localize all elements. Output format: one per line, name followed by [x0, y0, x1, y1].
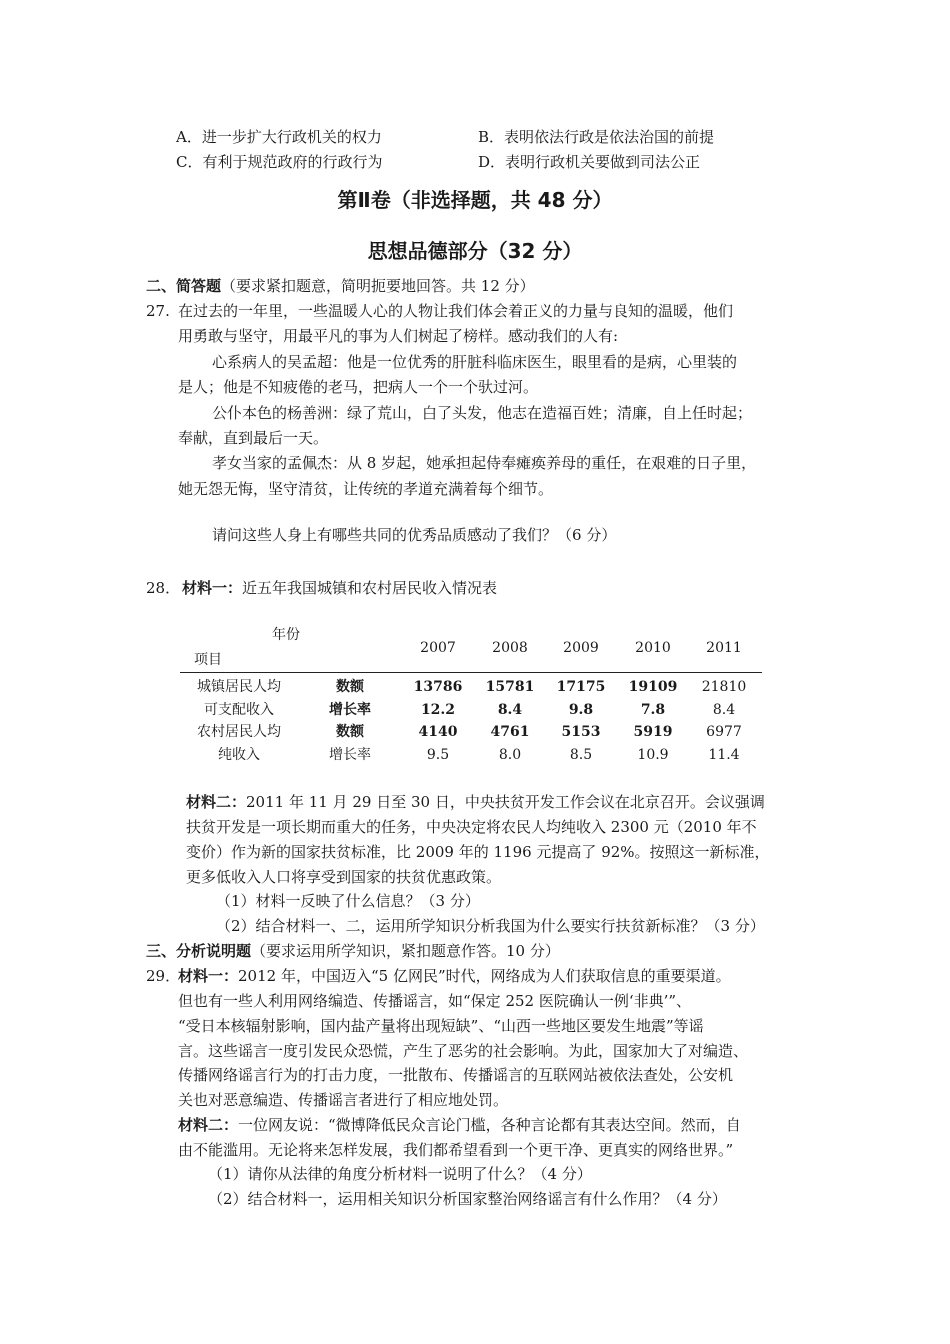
- section-heading: 思想品德部分（32 分）: [367, 239, 583, 263]
- section-2-note: （要求紧扣题意，简明扼要地回答。共 12 分）: [221, 277, 535, 295]
- table-cell: 8.4: [712, 702, 736, 718]
- q29-material-2-line-1: [178, 1115, 741, 1135]
- table-cell: 12.2: [420, 702, 456, 718]
- q27-line-8: 她无怨无悔，坚守清贫，让传统的孝道充满着每个细节。: [178, 480, 554, 498]
- q28-sub-question-1: （1）材料一反映了什么信息？（3 分）: [216, 892, 480, 910]
- q28-material-2-line-1: [186, 792, 765, 812]
- q28-material-2-label: 材料二：: [186, 793, 247, 811]
- q29-material-1-text-1: 2012 年，中国迈入“5 亿网民”时代，网络成为人们获取信息的重要渠道。: [238, 967, 731, 985]
- table-cell: 9.5: [426, 747, 450, 763]
- table-cell: 17175: [556, 679, 606, 695]
- volume-heading: 第Ⅱ卷（非选择题，共 48 分）: [337, 188, 613, 212]
- q29-sub-question-1: （1）请你从法律的角度分析材料一说明了什么？（4 分）: [208, 1165, 592, 1183]
- q29-material-1-line-5: 传播网络谣言行为的打击力度，一批散布、传播谣言的互联网站被依法查处，公安机: [178, 1066, 734, 1084]
- table-corner-year: 年份: [272, 627, 300, 643]
- option-b: B．表明依法行政是依法治国的前提: [478, 128, 715, 146]
- table-row-item: 农村居民人均: [197, 724, 281, 740]
- q28-material-1-line: [182, 578, 497, 598]
- q28-material-2-line-2: 扶贫开发是一项长期而重大的任务，中央决定将农民人均纯收入 2300 元（2010 年不: [186, 818, 757, 836]
- table-cell: 10.9: [637, 747, 669, 763]
- table-cell: 13786: [413, 679, 463, 695]
- q27-line-2: 用勇敢与坚守，用最平凡的事为人们树起了榜样。感动我们的人有:: [178, 327, 619, 345]
- table-row-item: 纯收入: [218, 747, 260, 763]
- table-year-header: 2010: [635, 640, 671, 656]
- q29-material-1-line-4: 言。这些谣言一度引发民众恐慌，产生了恶劣的社会影响。为此，国家加大了对编造、: [178, 1042, 749, 1060]
- table-cell: 7.8: [640, 702, 666, 718]
- table-row-metric: 增长率: [329, 702, 371, 718]
- table-row-metric: 增长率: [329, 747, 371, 763]
- q27-line-4: 是人；他是不知疲倦的老马，把病人一个一个驮过河。: [178, 378, 539, 396]
- table-cell: 8.4: [497, 702, 523, 718]
- q27-line-7: 孝女当家的孟佩杰：从 8 岁起，她承担起侍奉瘫痪养母的重任，在艰难的日子里，: [212, 454, 757, 472]
- table-row-item: 可支配收入: [204, 702, 274, 718]
- table-corner-item: 项目: [194, 652, 222, 668]
- q27-question: 请问这些人身上有哪些共同的优秀品质感动了我们？（6 分）: [212, 526, 617, 544]
- section-3-title: 三、分析说明题: [146, 942, 252, 960]
- table-cell: 5153: [561, 724, 601, 740]
- q27-number: 27.: [146, 302, 170, 320]
- q27-line-1: 在过去的一年里，一些温暖人心的人物让我们体会着正义的力量与良知的温暖，他们: [178, 302, 734, 320]
- q29-number: 29．: [146, 967, 181, 985]
- q28-material-1-label: 材料一：: [182, 579, 243, 597]
- q28-material-2-line-4: 更多低收入人口将享受到国家的扶贫优惠政策。: [186, 868, 502, 886]
- section-3-note: （要求运用所学知识，紧扣题意作答。10 分）: [251, 942, 560, 960]
- section-3-title-line: [146, 941, 560, 961]
- table-cell: 5919: [633, 724, 673, 740]
- table-year-header: 2011: [706, 640, 742, 656]
- table-cell: 4761: [490, 724, 530, 740]
- section-2-title-line: [146, 276, 535, 296]
- q29-material-1-label: 材料一：: [178, 967, 239, 985]
- option-c: C．有利于规范政府的行政行为: [176, 153, 383, 171]
- q29-material-2-label: 材料二：: [178, 1116, 239, 1134]
- q27-line-6: 奉献，直到最后一天。: [178, 429, 329, 447]
- table-year-header: 2007: [420, 640, 456, 656]
- q29-material-1-line-2: 但也有一些人利用网络编造、传播谣言，如“保定 252 医院确认一例‘非典’”、: [178, 992, 692, 1010]
- table-cell: 4140: [418, 724, 458, 740]
- option-a: A．进一步扩大行政机关的权力: [176, 128, 382, 146]
- table-year-header: 2008: [492, 640, 528, 656]
- table-cell: 19109: [628, 679, 678, 695]
- q29-material-1-line-3: “受日本核辐射影响，国内盐产量将出现短缺”、“山西一些地区要发生地震”等谣: [178, 1017, 704, 1035]
- q28-material-2-text-1: 2011 年 11 月 29 日至 30 日，中央扶贫开发工作会议在北京召开。会议强调: [246, 793, 765, 811]
- q28-sub-question-2: （2）结合材料一、二，运用所学知识分析我国为什么要实行扶贫新标准？（3 分）: [216, 917, 765, 935]
- q29-sub-question-2: （2）结合材料一，运用相关知识分析国家整治网络谣言有什么作用？（4 分）: [208, 1190, 727, 1208]
- q28-material-2-line-3: 变价）作为新的国家扶贫标准，比 2009 年的 1196 元提高了 92%。按照这一新标准，: [186, 843, 770, 861]
- q28-material-1-title: 近五年我国城镇和农村居民收入情况表: [242, 579, 498, 597]
- table-cell: 11.4: [708, 747, 740, 763]
- table-year-header: 2009: [563, 640, 599, 656]
- table-row-item: 城镇居民人均: [197, 679, 281, 695]
- table-cell: 21810: [701, 679, 747, 695]
- q29-material-2-line-2: 由不能滥用。无论将来怎样发展，我们都希望看到一个更干净、更真实的网络世界。”: [178, 1141, 734, 1159]
- q27-line-5: 公仆本色的杨善洲：绿了荒山，白了头发，他志在造福百姓；清廉，自上任时起；: [212, 404, 753, 422]
- section-2-title: 二、简答题: [146, 277, 222, 295]
- table-cell: 15781: [485, 679, 535, 695]
- table-cell: 8.0: [498, 747, 522, 763]
- table-cell: 8.5: [569, 747, 593, 763]
- q29-material-1-line-1: [178, 966, 731, 986]
- q28-number: 28．: [146, 579, 181, 597]
- q27-line-3: 心系病人的吴孟超：他是一位优秀的肝脏科临床医生，眼里看的是病，心里装的: [212, 353, 738, 371]
- q29-material-2-text-1: 一位网友说：“微博降低民众言论门槛，各种言论都有其表达空间。然而，自: [238, 1116, 741, 1134]
- option-d: D．表明行政机关要做到司法公正: [478, 153, 701, 171]
- table-cell: 9.8: [568, 702, 594, 718]
- table-cell: 6977: [706, 724, 742, 740]
- table-row-metric: 数额: [336, 724, 364, 740]
- q29-material-1-line-6: 关也对恶意编造、传播谣言者进行了相应地处罚。: [178, 1091, 509, 1109]
- table-row-metric: 数额: [336, 679, 364, 695]
- table-header-rule: [180, 672, 762, 673]
